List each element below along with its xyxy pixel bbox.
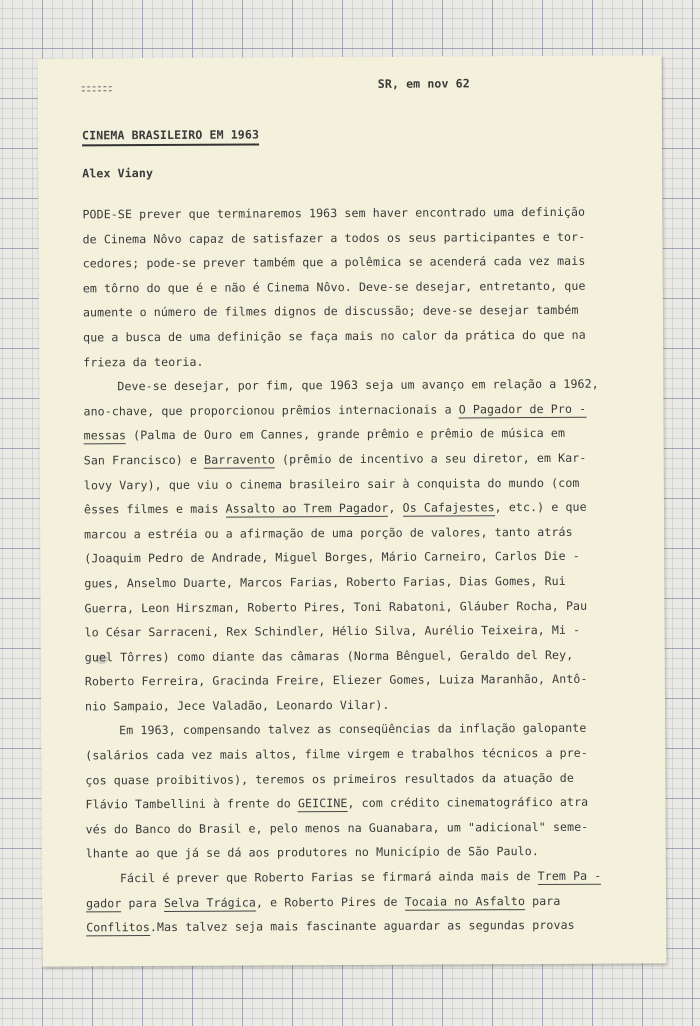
text-line: cedores; pode-se prever também que a polêmica se acenderá cada vez mais [82,253,586,271]
text-run: (prêmio de incentivo a seu diretor, em Kar- [274,450,587,467]
text-line: lovy Vary), que viu o cinema brasileiro sair à conquista do mundo (com [83,475,580,492]
text-line [84,498,624,525]
text-line: (salários cada vez mais altos, filme virgem e trabalhos técnicos a pre- [85,745,588,763]
film-title: Tocaia no Asfalto [404,893,526,909]
text-run: .Mas talvez seja mais fascinante aguardar as segundas provas [149,918,575,935]
text-line: em tôrno do que é e não é Cinema Nôvo. Deve-se desejar, entretanto, que [82,278,586,296]
text-run: para [121,895,164,910]
text-run: Fácil é prever que Roberto Farias se firmará ainda mais de [119,869,538,886]
text-line: que a busca de uma definição se faça mais no calor da prática do que na [83,327,586,345]
text-run: Flávio Tambellini à frente do [85,796,298,812]
text-line: PODE-SE prever que terminaremos 1963 sem haver encontrado uma definição [82,204,586,222]
film-title: Trem Pa - [537,868,602,884]
document-title: CINEMA BRASILEIRO EM 1963 [82,127,259,146]
text-run: (Palma de Ouro em Cannes, grande prêmio e prêmio de música em [126,426,566,443]
text-line: Deve-se desejar, por fim, que 1963 seja um avanço em relação a 1962, [117,376,599,394]
text-line: (Joaquim Pedro de Andrade, Miguel Borges, Mário Carneiro, Carlos Die - [84,549,580,566]
text-line: gues, Anselmo Duarte, Marcos Farias, Roberto Farias, Dias Gomes, Rui [84,573,566,591]
typewritten-page [38,55,667,966]
text-run: êsses filmes e mais [83,501,226,517]
author-name: Alex Viany [82,166,154,181]
text-run: , etc.) e que [494,499,587,515]
film-title: Os Cafajestes [402,500,495,515]
text-run: para [525,893,561,908]
text-line: lo César Sarraceni, Rex Schindler, Hélio Silva, Aurélio Teixeira, Mi - [84,622,581,640]
text-line: Em 1963, compensando talvez as conseqüências da inflação galopante [119,721,587,738]
text-line [86,916,626,943]
text-line: nio Sampaio, Jece Valadão, Leonardo Vilar). [84,697,390,714]
text-line: marcou a estréia ou a afirmação de uma porção de valores, tanto atrás [84,524,573,542]
text-line: ços quase proibitivos), teremos os primeiros resultados da atuação de [85,770,574,788]
text-line [85,793,625,820]
dateline: SR, em nov 62 [377,76,470,91]
body-text [82,203,626,944]
text-run: San Francisco) e [83,452,205,468]
text-line: Roberto Ferreira, Gracinda Freire, Eliezer Gomes, Luiza Maranhão, Antô- [84,672,588,689]
text-line: frieza da teoria. [83,354,204,369]
text-line: vés do Banco do Brasil e, pelo menos na Guanabara, um "adicional" seme- [85,819,589,837]
film-title: messas [83,428,127,443]
text-line [86,867,626,894]
film-title: Conflitos [86,920,150,935]
text-line: Guerra, Leon Hirszman, Roberto Pires, Toni Rabatoni, Gláuber Rocha, Pau [84,598,588,615]
header-mark [82,86,112,91]
text-run: ano-chave, que proporcionou prêmios internacionais a [83,402,459,419]
text-line: de Cinema Nôvo capaz de satisfazer a todos os seus participantes e tor- [82,229,586,247]
text-line [83,399,623,426]
agency-name: GEICINE [297,796,348,811]
text-run: , com crédito cinematográfico atra [347,795,589,811]
text-run: , e Roberto Pires de [255,894,405,910]
film-title: Selva Trágica [163,895,257,910]
film-title: Assalto ao Trem Pagador [225,500,389,516]
text-line [84,449,624,476]
text-line: aumente o número de filmes dignos de discussão; deve-se desejar também [82,303,579,320]
film-title: Barravento [204,452,275,467]
text-line: lhante ao que já se dá aos produtores no Município de São Paulo. [85,844,539,861]
text-run: , [388,500,403,515]
text-line [84,424,624,451]
film-title: O Pagador de Pro - [458,401,587,417]
text-line [86,891,626,918]
text-line: guel Tôrres) como diante das câmaras (Norma Bênguel, Geraldo del Rey, [84,647,574,665]
film-title: gador [86,895,122,911]
